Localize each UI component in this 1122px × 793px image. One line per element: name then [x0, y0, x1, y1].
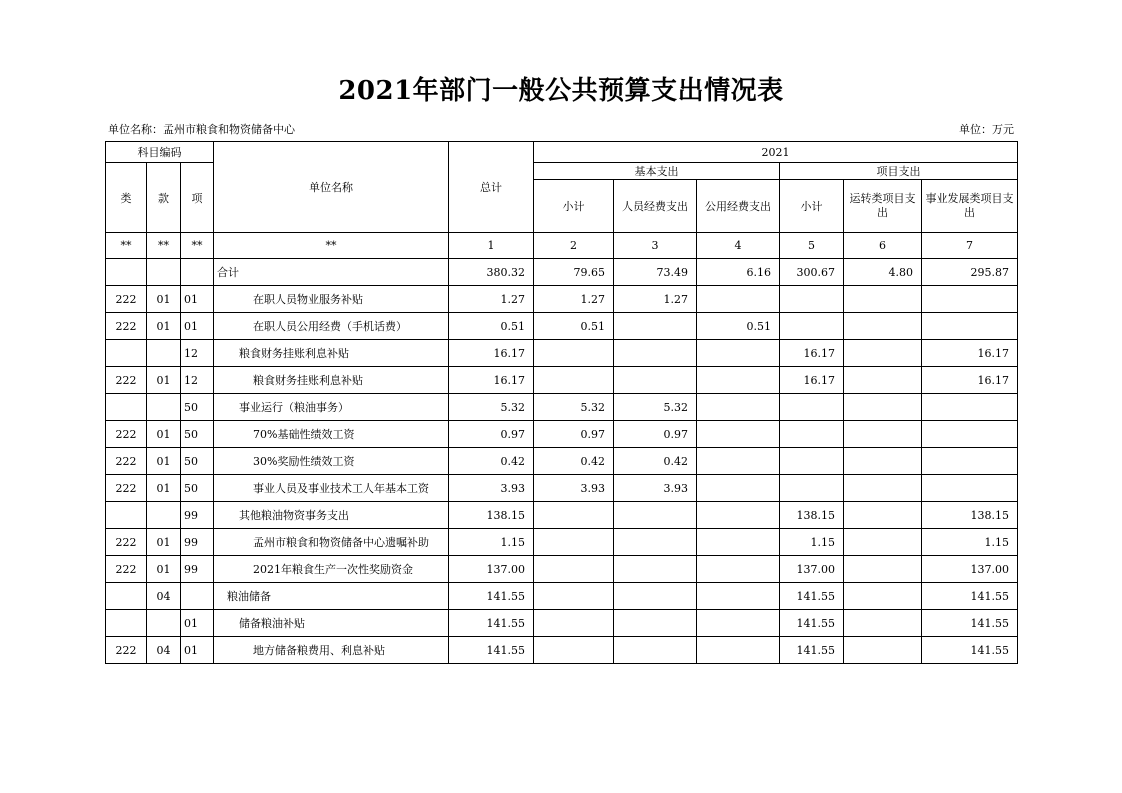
total-cell: 0.97 [449, 421, 534, 448]
index-cell: ** [106, 233, 147, 259]
kuan-cell: 04 [147, 637, 181, 664]
development-cell: 16.17 [922, 340, 1018, 367]
subject-code-header: 科目编码 [106, 142, 214, 163]
header-row-1 [106, 142, 1018, 163]
basic-subtotal-header: 小计 [534, 180, 614, 233]
lei-cell: 222 [106, 637, 147, 664]
item-name-cell: 粮食财务挂账利息补贴 [214, 340, 449, 367]
item-name-cell: 30%奖励性绩效工资 [214, 448, 449, 475]
lei-header: 类 [106, 163, 147, 233]
xiang-cell: 99 [181, 502, 214, 529]
total-cell: 141.55 [449, 610, 534, 637]
personnel-cell: 1.27 [614, 286, 697, 313]
total-cell: 1.15 [449, 529, 534, 556]
table-row [106, 367, 1018, 394]
item-name-cell: 储备粮油补贴 [214, 610, 449, 637]
xiang-cell [181, 583, 214, 610]
item-name-cell: 粮食财务挂账利息补贴 [214, 367, 449, 394]
public-cell [697, 556, 780, 583]
table-row [106, 313, 1018, 340]
personnel-cell: 0.97 [614, 421, 697, 448]
project-subtotal-header: 小计 [780, 180, 844, 233]
xiang-cell: 50 [181, 421, 214, 448]
index-cell: 7 [922, 233, 1018, 259]
transfer-cell [844, 475, 922, 502]
table-row [106, 556, 1018, 583]
basic-subtotal-cell: 0.42 [534, 448, 614, 475]
currency-unit-label: 单位：万元 [959, 123, 1014, 136]
table-row [106, 610, 1018, 637]
table-row [106, 448, 1018, 475]
total-cell: 141.55 [449, 637, 534, 664]
public-cell [697, 529, 780, 556]
personnel-cell [614, 340, 697, 367]
transfer-cell [844, 313, 922, 340]
kuan-cell [147, 259, 181, 286]
table-row [106, 421, 1018, 448]
project-subtotal-cell: 141.55 [780, 583, 844, 610]
basic-subtotal-cell: 0.51 [534, 313, 614, 340]
index-cell: 5 [780, 233, 844, 259]
total-cell: 380.32 [449, 259, 534, 286]
index-cell: 3 [614, 233, 697, 259]
project-subtotal-cell [780, 394, 844, 421]
kuan-cell [147, 394, 181, 421]
xiang-cell: 01 [181, 286, 214, 313]
project-subtotal-cell: 16.17 [780, 367, 844, 394]
project-subtotal-cell [780, 286, 844, 313]
xiang-cell: 50 [181, 448, 214, 475]
index-cell: ** [181, 233, 214, 259]
lei-cell [106, 610, 147, 637]
public-cell [697, 502, 780, 529]
transfer-cell [844, 367, 922, 394]
development-cell [922, 475, 1018, 502]
personnel-cell: 0.42 [614, 448, 697, 475]
basic-subtotal-cell: 1.27 [534, 286, 614, 313]
xiang-cell: 01 [181, 313, 214, 340]
development-cell [922, 286, 1018, 313]
total-cell: 5.32 [449, 394, 534, 421]
kuan-cell: 04 [147, 583, 181, 610]
transfer-cell [844, 502, 922, 529]
xiang-cell: 01 [181, 610, 214, 637]
basic-subtotal-cell [534, 583, 614, 610]
index-cell: 2 [534, 233, 614, 259]
lei-cell: 222 [106, 556, 147, 583]
index-cell: ** [214, 233, 449, 259]
transfer-cell [844, 340, 922, 367]
project-subtotal-cell [780, 475, 844, 502]
public-cell [697, 394, 780, 421]
kuan-cell: 01 [147, 367, 181, 394]
item-name-cell: 地方储备粮费用、利息补贴 [214, 637, 449, 664]
lei-cell: 222 [106, 475, 147, 502]
project-subtotal-cell: 138.15 [780, 502, 844, 529]
total-cell: 3.93 [449, 475, 534, 502]
item-name-cell: 事业运行（粮油事务） [214, 394, 449, 421]
basic-expense-header: 基本支出 [534, 163, 780, 180]
lei-cell [106, 502, 147, 529]
transfer-cell [844, 637, 922, 664]
kuan-cell: 01 [147, 421, 181, 448]
project-subtotal-cell: 300.67 [780, 259, 844, 286]
lei-cell: 222 [106, 367, 147, 394]
personnel-cell [614, 529, 697, 556]
kuan-cell: 01 [147, 556, 181, 583]
public-cell [697, 610, 780, 637]
development-cell [922, 421, 1018, 448]
development-cell [922, 448, 1018, 475]
index-cell: ** [147, 233, 181, 259]
personnel-cell [614, 556, 697, 583]
unit-name-header: 单位名称 [214, 142, 449, 233]
public-cell [697, 583, 780, 610]
project-subtotal-cell: 137.00 [780, 556, 844, 583]
xiang-cell: 50 [181, 394, 214, 421]
lei-cell [106, 340, 147, 367]
basic-subtotal-cell: 0.97 [534, 421, 614, 448]
personnel-cell: 3.93 [614, 475, 697, 502]
transfer-project-header: 运转类项目支出 [844, 180, 922, 233]
personnel-cell [614, 637, 697, 664]
lei-cell [106, 259, 147, 286]
page-title: 2021年部门一般公共预算支出情况表 [338, 76, 784, 106]
personnel-cell [614, 583, 697, 610]
transfer-cell [844, 583, 922, 610]
public-cell [697, 475, 780, 502]
basic-subtotal-cell [534, 556, 614, 583]
total-cell: 138.15 [449, 502, 534, 529]
index-cell: 6 [844, 233, 922, 259]
development-cell [922, 313, 1018, 340]
kuan-header: 款 [147, 163, 181, 233]
xiang-header: 项 [181, 163, 214, 233]
lei-cell: 222 [106, 313, 147, 340]
development-cell: 16.17 [922, 367, 1018, 394]
project-expense-header: 项目支出 [780, 163, 1018, 180]
transfer-cell [844, 556, 922, 583]
xiang-cell [181, 259, 214, 286]
basic-subtotal-cell: 5.32 [534, 394, 614, 421]
xiang-cell: 99 [181, 529, 214, 556]
kuan-cell [147, 610, 181, 637]
public-cell [697, 637, 780, 664]
table-row [106, 502, 1018, 529]
development-cell: 138.15 [922, 502, 1018, 529]
kuan-cell [147, 340, 181, 367]
total-header: 总计 [449, 142, 534, 233]
project-subtotal-cell: 1.15 [780, 529, 844, 556]
xiang-cell: 12 [181, 367, 214, 394]
total-cell: 16.17 [449, 367, 534, 394]
index-cell: 1 [449, 233, 534, 259]
transfer-cell [844, 394, 922, 421]
personnel-cell [614, 502, 697, 529]
table-row [106, 583, 1018, 610]
project-subtotal-cell [780, 313, 844, 340]
table-row [106, 394, 1018, 421]
table-row [106, 529, 1018, 556]
development-cell [922, 394, 1018, 421]
personnel-cell [614, 367, 697, 394]
public-cell [697, 448, 780, 475]
xiang-cell: 12 [181, 340, 214, 367]
project-subtotal-cell [780, 448, 844, 475]
item-name-cell: 孟州市粮食和物资储备中心遗嘱补助 [214, 529, 449, 556]
basic-subtotal-cell [534, 610, 614, 637]
personnel-cell [614, 610, 697, 637]
project-subtotal-cell: 141.55 [780, 637, 844, 664]
development-cell: 137.00 [922, 556, 1018, 583]
xiang-cell: 50 [181, 475, 214, 502]
lei-cell: 222 [106, 421, 147, 448]
development-cell: 141.55 [922, 637, 1018, 664]
transfer-cell [844, 529, 922, 556]
kuan-cell: 01 [147, 448, 181, 475]
development-project-header: 事业发展类项目支出 [922, 180, 1018, 233]
total-cell: 137.00 [449, 556, 534, 583]
kuan-cell: 01 [147, 529, 181, 556]
development-cell: 141.55 [922, 610, 1018, 637]
total-cell: 141.55 [449, 583, 534, 610]
index-row [106, 233, 1018, 259]
public-cell: 6.16 [697, 259, 780, 286]
total-cell: 16.17 [449, 340, 534, 367]
lei-cell: 222 [106, 448, 147, 475]
item-name-cell: 2021年粮食生产一次性奖励资金 [214, 556, 449, 583]
personnel-cell: 73.49 [614, 259, 697, 286]
development-cell: 1.15 [922, 529, 1018, 556]
item-name-cell: 在职人员公用经费（手机话费） [214, 313, 449, 340]
kuan-cell: 01 [147, 286, 181, 313]
item-name-cell: 其他粮油物资事务支出 [214, 502, 449, 529]
public-header: 公用经费支出 [697, 180, 780, 233]
total-cell: 1.27 [449, 286, 534, 313]
item-name-cell: 粮油储备 [214, 583, 449, 610]
year-header: 2021 [534, 142, 1018, 163]
basic-subtotal-cell [534, 367, 614, 394]
total-cell: 0.42 [449, 448, 534, 475]
transfer-cell [844, 421, 922, 448]
public-cell [697, 340, 780, 367]
transfer-cell [844, 448, 922, 475]
project-subtotal-cell [780, 421, 844, 448]
personnel-header: 人员经费支出 [614, 180, 697, 233]
table-row [106, 286, 1018, 313]
public-cell [697, 367, 780, 394]
table-row [106, 637, 1018, 664]
transfer-cell: 4.80 [844, 259, 922, 286]
xiang-cell: 01 [181, 637, 214, 664]
total-cell: 0.51 [449, 313, 534, 340]
budget-table [105, 141, 1018, 664]
unit-name-label: 单位名称：孟州市粮食和物资储备中心 [108, 123, 295, 136]
basic-subtotal-cell [534, 340, 614, 367]
personnel-cell: 5.32 [614, 394, 697, 421]
development-cell: 295.87 [922, 259, 1018, 286]
table-row [106, 475, 1018, 502]
lei-cell [106, 583, 147, 610]
lei-cell: 222 [106, 286, 147, 313]
lei-cell [106, 394, 147, 421]
basic-subtotal-cell [534, 637, 614, 664]
kuan-cell: 01 [147, 475, 181, 502]
item-name-cell: 在职人员物业服务补贴 [214, 286, 449, 313]
personnel-cell [614, 313, 697, 340]
transfer-cell [844, 286, 922, 313]
project-subtotal-cell: 16.17 [780, 340, 844, 367]
transfer-cell [844, 610, 922, 637]
item-name-cell: 合计 [214, 259, 449, 286]
item-name-cell: 事业人员及事业技术工人年基本工资 [214, 475, 449, 502]
index-cell: 4 [697, 233, 780, 259]
basic-subtotal-cell [534, 529, 614, 556]
basic-subtotal-cell: 3.93 [534, 475, 614, 502]
public-cell [697, 286, 780, 313]
table-row [106, 259, 1018, 286]
table-row [106, 340, 1018, 367]
development-cell: 141.55 [922, 583, 1018, 610]
public-cell: 0.51 [697, 313, 780, 340]
item-name-cell: 70%基础性绩效工资 [214, 421, 449, 448]
kuan-cell: 01 [147, 313, 181, 340]
kuan-cell [147, 502, 181, 529]
project-subtotal-cell: 141.55 [780, 610, 844, 637]
basic-subtotal-cell: 79.65 [534, 259, 614, 286]
public-cell [697, 421, 780, 448]
xiang-cell: 99 [181, 556, 214, 583]
lei-cell: 222 [106, 529, 147, 556]
basic-subtotal-cell [534, 502, 614, 529]
